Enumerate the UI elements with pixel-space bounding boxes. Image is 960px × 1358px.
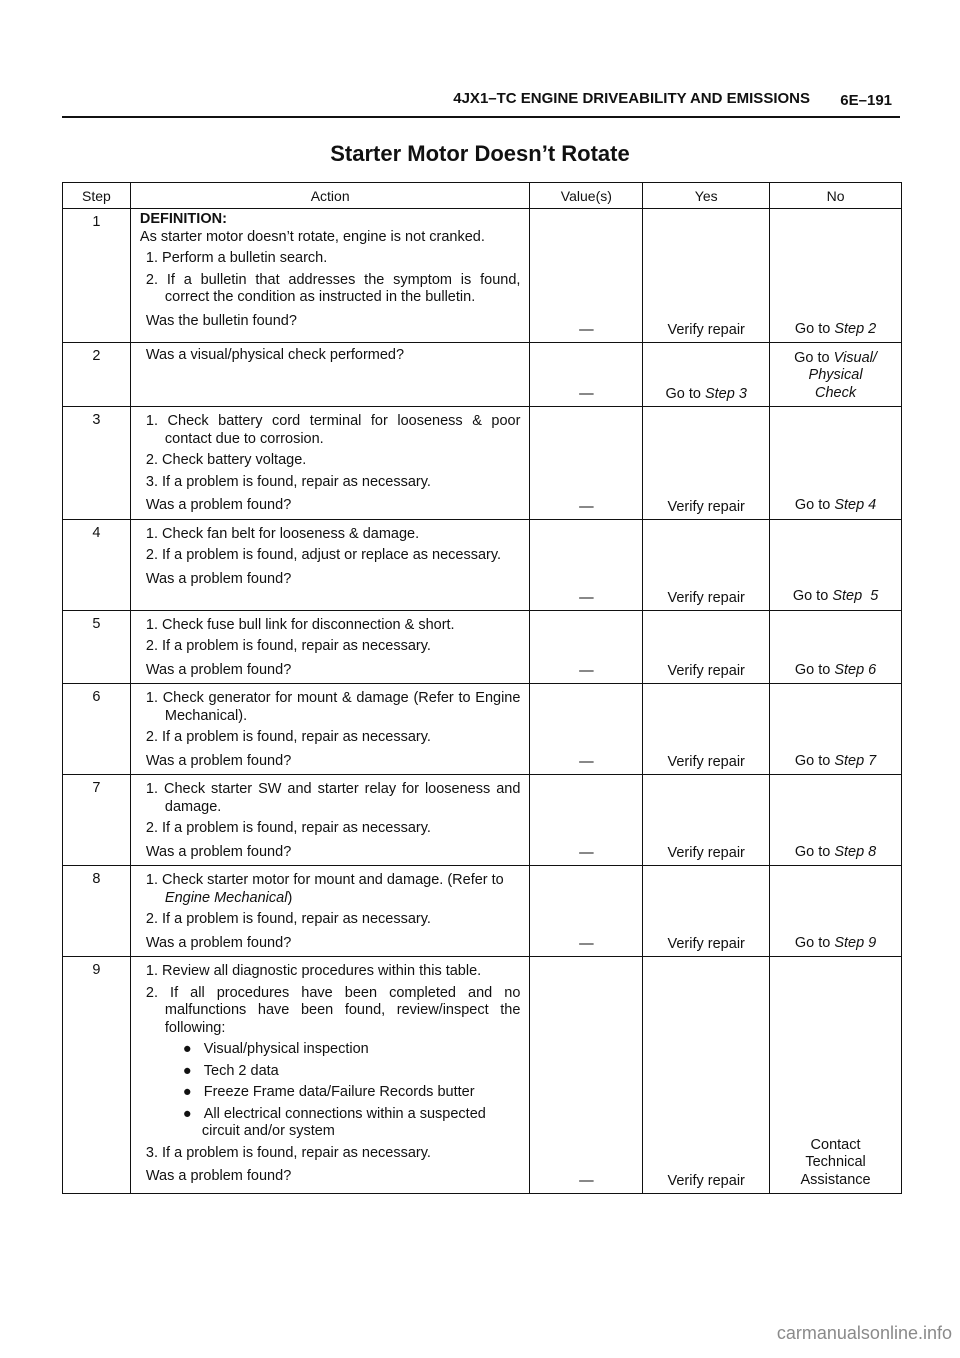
step-number: 2 [63,343,131,407]
action-cell [130,775,530,866]
bullet-icon: ● [182,1084,204,1100]
step-number: 3 [63,407,131,520]
value-cell: — [530,209,643,343]
action-cell [130,684,530,775]
action-question: Was a problem found? [145,497,292,513]
action-item-end: ) [287,889,293,906]
bullet-item: ● Tech 2 data [182,1062,279,1079]
action-item: 1. Review all diagnostic procedures within this table. [145,963,482,979]
step-link[interactable]: Step 5 [832,588,879,604]
no-prefix: Go to [794,843,835,860]
no-cell [770,684,902,775]
step-number: 9 [63,957,131,1194]
col-action: Action [130,183,530,209]
yes-cell: Verify repair [643,957,770,1194]
no-cell [770,343,902,407]
table-row [63,866,902,957]
bullet-icon: ● [182,1041,204,1057]
table-row [63,343,902,407]
action-question: Was a problem found? [145,934,292,951]
action-item: 2. If a problem is found, repair as necessary. [145,911,431,927]
action-question: Was a problem found? [145,661,292,678]
yes-cell: Verify repair [643,866,770,957]
table-row [63,407,902,520]
action-question: Was a problem found? [145,752,292,769]
action-cell [130,866,530,957]
step-number: 1 [63,209,131,343]
no-cell: Contact Technical Assistance [770,957,902,1194]
value-cell: — [530,684,643,775]
yes-cell: Verify repair [643,775,770,866]
action-item: 3. If a problem is found, repair as necessary. [145,1144,431,1161]
action-cell [130,957,530,1194]
section-title: 4JX1–TC ENGINE DRIVEABILITY AND EMISSIONS [453,90,810,107]
no-prefix: Go to [794,661,835,678]
action-cell [130,343,530,407]
yes-cell: Verify repair [643,519,770,610]
table-row [63,519,902,610]
watermark: carmanualsonline.info [776,1323,952,1343]
action-item: 2. If a problem is found, repair as necessary. [145,820,431,836]
table-row [63,684,902,775]
no-prefix: Go to [794,497,835,513]
action-item: 1. Check starter SW and starter relay for looseness and damage. [145,781,521,815]
no-cell [770,866,902,957]
definition-text: As starter motor doesn’t rotate, engine is not cranked. [139,228,485,245]
step-link[interactable]: Step 8 [834,843,877,860]
page-title: Starter Motor Doesn’t Rotate [330,141,630,166]
action-item: 3. If a problem is found, repair as necessary. [145,473,431,490]
table-header-row [63,183,902,209]
step-link[interactable]: Step 4 [834,497,877,513]
action-question: Was a visual/physical check performed? [145,347,405,363]
bullet-icon: ● [182,1062,204,1079]
action-item: 2. If a problem is found, adjust or replace as necessary. [145,547,502,563]
no-cell [770,610,902,684]
bullet-item: ● Visual/physical inspection [182,1041,369,1057]
step-number: 5 [63,610,131,684]
diagnostic-table [62,182,902,1194]
action-cell [130,519,530,610]
action-question: Was a problem found? [145,1168,292,1184]
action-item: 1. Check fuse bull link for disconnection & short. [145,616,455,633]
action-cell [130,610,530,684]
value-cell: — [530,407,643,520]
yes-cell: Verify repair [643,209,770,343]
action-cell [130,209,530,343]
no-prefix: Go to [794,752,835,769]
value-cell: — [530,775,643,866]
action-question: Was the bulletin found? [145,312,297,329]
step-link[interactable]: Step 6 [834,661,877,678]
table-row [63,209,902,343]
value-cell: — [530,866,643,957]
action-item: 1. Check fan belt for looseness & damage. [145,525,420,542]
no-prefix: Go to [792,588,833,604]
yes-cell [643,343,770,407]
step-number: 7 [63,775,131,866]
step-number: 6 [63,684,131,775]
bullet-item: ● Freeze Frame data/Failure Records butter [182,1084,475,1100]
table-row [63,775,902,866]
yes-cell: Verify repair [643,610,770,684]
action-item: 1. Check generator for mount & damage (Refer to Engine Mechanical). [145,690,521,724]
value-cell: — [530,519,643,610]
visual-physical-check-link-line3[interactable]: Check [814,384,857,401]
step-link[interactable]: Step 7 [834,752,877,769]
action-item: 2. Check battery voltage. [145,452,307,468]
action-item: 2. If all procedures have been completed and no malfunctions have been found, review/inspect the following: [145,984,521,1036]
page-number: 6E–191 [840,92,892,109]
yes-cell: Verify repair [643,684,770,775]
col-no: No [770,183,902,209]
no-cell [770,519,902,610]
action-item [140,872,521,907]
yes-cell: Verify repair [643,407,770,520]
action-item: 2. If a problem is found, repair as necessary. [145,638,431,654]
visual-physical-check-link[interactable]: Visual/ [833,349,877,366]
bullet-item: ● All electrical connections within a suspected circuit and/or system [182,1105,486,1139]
col-step: Step [63,183,131,209]
step-link[interactable]: Step 3 [704,386,747,402]
bullet-icon: ● [182,1105,204,1122]
action-question: Was a problem found? [145,843,292,860]
step-number: 4 [63,519,131,610]
action-item: 1. Check battery cord terminal for looseness & poor contact due to corrosion. [145,413,521,447]
step-number: 8 [63,866,131,957]
no-prefix: Go to [794,934,835,951]
table-row [63,610,902,684]
value-cell: — [530,610,643,684]
no-cell [770,407,902,520]
action-item-text: 1. Check starter motor for mount and damage. (Refer to [145,872,504,888]
value-cell: — [530,343,643,407]
no-prefix: Go to [794,320,835,337]
action-question: Was a problem found? [145,570,292,587]
page-header [62,88,900,118]
col-yes: Yes [643,183,770,209]
no-cell [770,209,902,343]
action-cell [130,407,530,520]
action-item: 1. Perform a bulletin search. [145,250,328,266]
action-item: 2. If a bulletin that addresses the symptom is found, correct the condition as instructed in the bulletin. [145,271,521,305]
no-prefix: Go to [794,349,834,366]
step-link[interactable]: Step 9 [834,934,877,951]
visual-physical-check-link-line2[interactable]: Physical [808,367,863,383]
action-item: 2. If a problem is found, repair as necessary. [145,729,431,745]
definition-label: DEFINITION: [139,211,227,227]
no-cell [770,775,902,866]
yes-prefix: Go to [665,386,705,402]
engine-mechanical-link[interactable]: Engine Mechanical [164,889,288,906]
col-values: Value(s) [530,183,643,209]
table-row [63,957,902,1194]
step-link[interactable]: Step 2 [834,320,877,337]
value-cell: — [530,957,643,1194]
